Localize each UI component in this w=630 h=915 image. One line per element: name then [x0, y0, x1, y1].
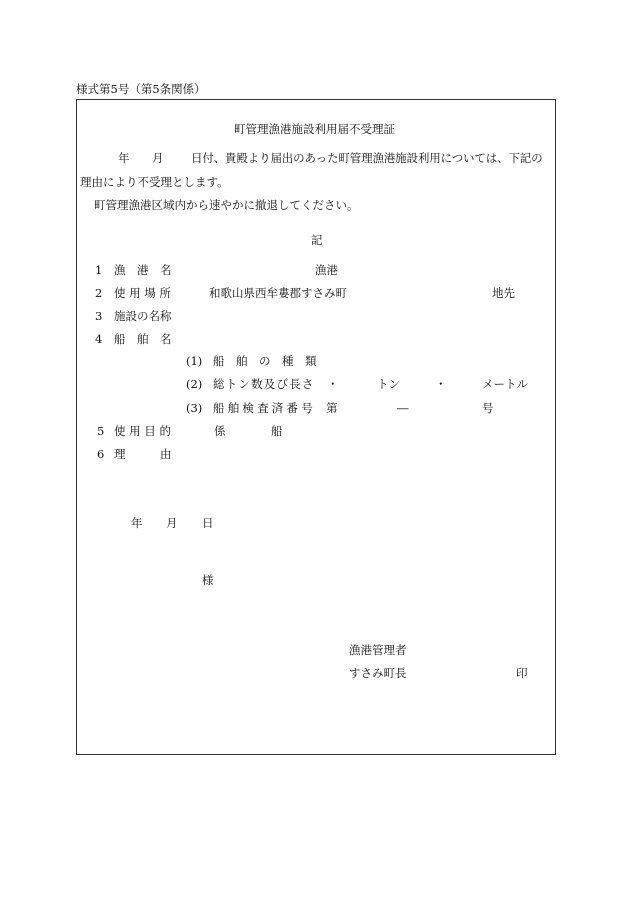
addressee-suffix: 様: [202, 573, 214, 587]
intro-line-2: 理由により不受理とします。: [80, 175, 229, 189]
item-4-sub-3-label: 船舶検査済番号: [213, 401, 316, 415]
item-4-sub-1-label: 船 舶 の 種 類: [213, 354, 317, 368]
date-day: 日: [202, 516, 214, 530]
item-4-sub-2-dot-2: ・: [435, 377, 447, 391]
item-2-value: 和歌山県西牟婁郡すさみ町: [209, 286, 347, 300]
item-1-label: 漁 港 名: [114, 263, 172, 277]
item-4-sub-3-dash: ―: [397, 401, 409, 415]
item-4-sub-3-number: (3): [186, 401, 203, 415]
item-4-sub-3-prefix: 第: [326, 401, 338, 415]
date-year: 年: [131, 516, 143, 530]
item-2-number: 2: [95, 286, 103, 300]
issuer-name: すさみ町長: [349, 666, 407, 680]
item-5-value-2: 船: [271, 424, 283, 438]
item-1-value: 漁港: [315, 263, 338, 277]
item-4-sub-2-unit-meter: メートル: [482, 377, 528, 391]
issuer-title: 漁港管理者: [349, 643, 407, 657]
item-4-sub-2-dot-1: ・: [327, 377, 339, 391]
item-6-number: 6: [97, 447, 105, 461]
item-4-sub-2-number: (2): [186, 377, 203, 391]
item-4-number: 4: [95, 332, 103, 346]
item-3-label: 施設の名称: [114, 309, 172, 323]
item-5-number: 5: [97, 424, 105, 438]
intro-month: 月: [152, 151, 164, 165]
item-2-suffix: 地先: [492, 286, 515, 300]
item-4-sub-3-suffix: 号: [482, 401, 494, 415]
item-3-number: 3: [95, 309, 103, 323]
form-title: 町管理漁港施設利用届不受理証: [234, 122, 395, 136]
item-4-sub-2-unit-ton: トン: [377, 377, 400, 391]
item-4-sub-2-label: 総トン数及び長さ: [213, 377, 315, 391]
item-2-label: 使 用 場 所: [114, 286, 171, 300]
item-6-label: 理 由: [114, 447, 172, 461]
intro-line-3: 町管理漁港区域内から速やかに撤退してください。: [94, 198, 359, 212]
ki-heading: 記: [311, 233, 323, 247]
intro-year: 年: [118, 151, 130, 165]
item-4-label: 船 舶 名: [114, 332, 172, 346]
intro-text: 日付、貴殿より届出のあった町管理漁港施設利用については、下記の: [191, 151, 543, 165]
seal-mark: 印: [516, 666, 528, 680]
item-4-sub-1-number: (1): [186, 354, 203, 368]
form-number: 様式第5号（第5条関係）: [76, 82, 206, 96]
item-5-value-1: 係: [214, 424, 226, 438]
item-5-label: 使 用 目 的: [114, 424, 171, 438]
date-month: 月: [166, 516, 178, 530]
item-1-number: 1: [95, 263, 103, 277]
